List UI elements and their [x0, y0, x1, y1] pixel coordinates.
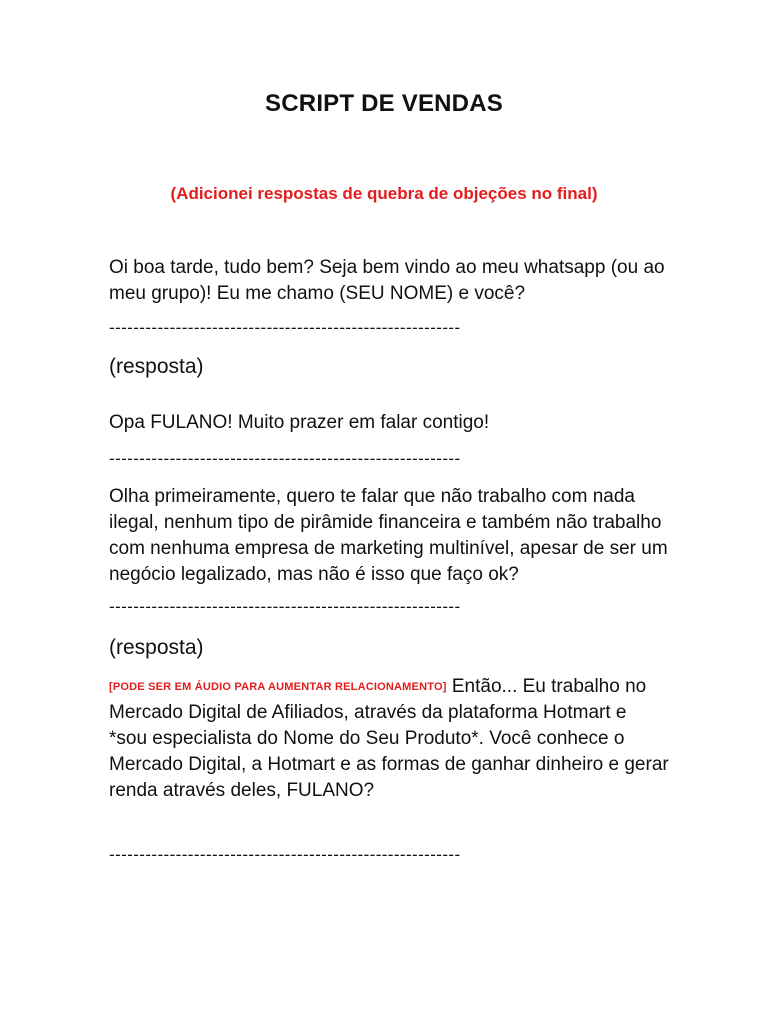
reply-paragraph: Opa FULANO! Muito prazer em falar contigo! [109, 412, 490, 433]
document-subtitle: (Adicionei respostas de quebra de objeções no final) [170, 184, 598, 203]
separator-line: ---------------------------------------------------------- [109, 597, 461, 616]
response-label: (resposta) [109, 355, 204, 378]
document-title: SCRIPT DE VENDAS [265, 90, 503, 117]
audio-tag: [PODE SER EM ÁUDIO PARA AUMENTAR RELACIONAMENTO] [109, 681, 447, 693]
greeting-paragraph: Oi boa tarde, tudo bem? Seja bem vindo ao meu whatsapp (ou ao meu grupo)! Eu me chamo (SEU NOME) e você? [109, 257, 665, 304]
separator-line: ---------------------------------------------------------- [109, 449, 461, 468]
disclaimer-paragraph: Olha primeiramente, quero te falar que não trabalho com nada ilegal, nenhum tipo de pirâmide financeira e também não trabalho com nenhuma empresa de marketing multinível, apesar de ser um negócio legalizado, mas não é isso que faço ok? [109, 486, 668, 585]
intro-paragraph [109, 674, 669, 804]
separator-line: ---------------------------------------------------------- [109, 845, 461, 864]
intro-text: Então... Eu trabalho no Mercado Digital de Afiliados, através da plataforma Hotmart e *sou especialista do Nome do Seu Produto*. Você conhece o Mercado Digital, a Hotmart e as formas de ganhar dinheiro e gerar renda através deles, FULANO? [109, 676, 669, 801]
separator-line: ---------------------------------------------------------- [109, 318, 461, 337]
response-label: (resposta) [109, 636, 204, 659]
